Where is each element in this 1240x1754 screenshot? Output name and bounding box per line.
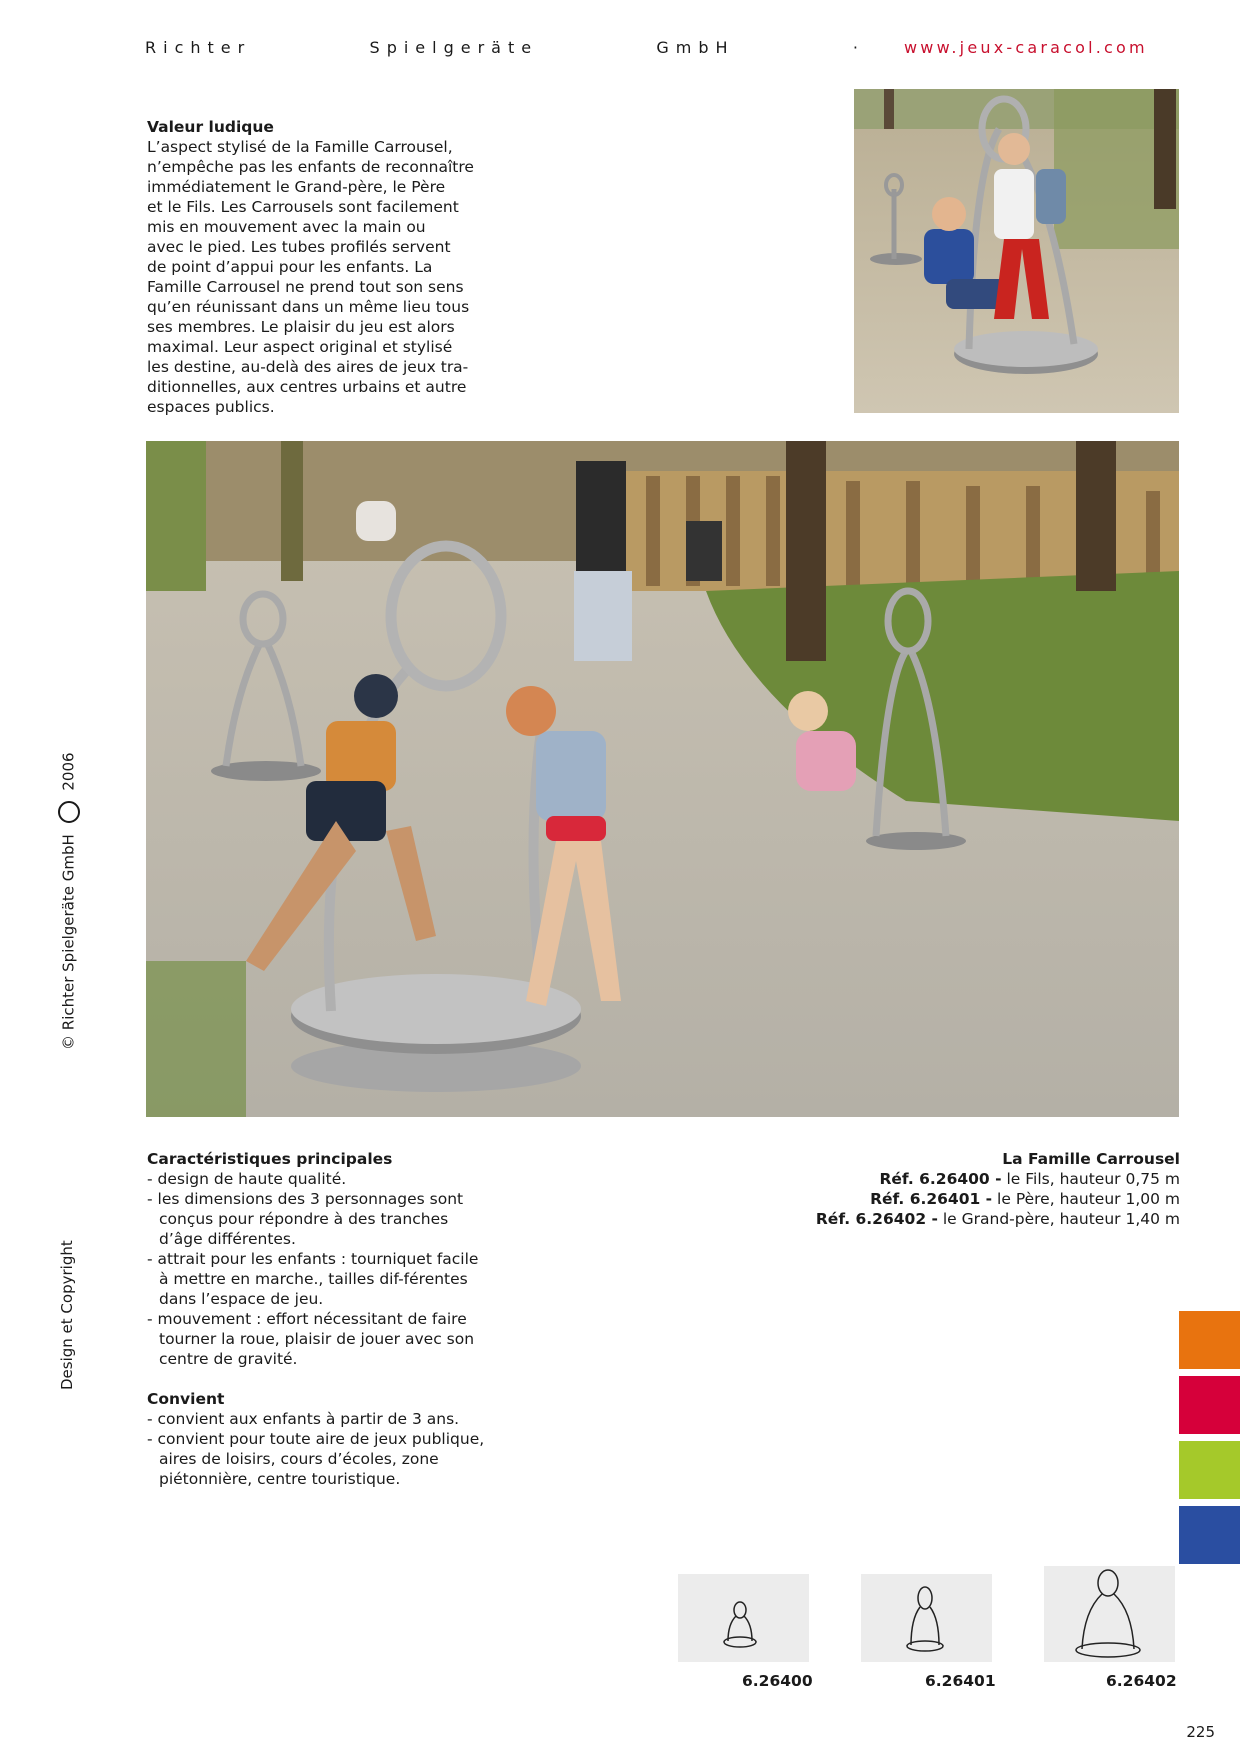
refs-list [816, 1169, 1180, 1229]
features-item: - attrait pour les enfants : tourniquet facile à mettre en marche., tailles dif-férentes dans l’espace de jeu. [147, 1250, 479, 1308]
ref-row [816, 1169, 1180, 1189]
intro-line: les destine, au-delà des aires de jeux tra- [147, 358, 469, 376]
thumbnail-6-26402 [1044, 1566, 1175, 1662]
features-section [147, 1149, 487, 1369]
ref-number: Réf. 6.26402 - [815, 1210, 938, 1228]
ref-row [816, 1189, 1180, 1209]
intro-line: Famille Carrousel ne prend tout son sens [147, 278, 464, 296]
code-6-26400: 6.26400 [742, 1672, 813, 1690]
intro-line: immédiatement le Grand-père, le Père [147, 178, 446, 196]
suitable-list [147, 1409, 487, 1489]
product-title: La Famille Carrousel [1002, 1150, 1180, 1168]
header-separator: · [852, 38, 865, 57]
intro-line: avec le pied. Les tubes profilés servent [147, 238, 451, 256]
page-number: 225 [1186, 1723, 1215, 1741]
suitable-section [147, 1389, 487, 1489]
header-company [145, 38, 865, 60]
header-word-2: Spielgeräte [369, 38, 539, 57]
header-url-link[interactable]: www.jeux-caracol.com [904, 38, 1148, 57]
side-logo-icon [58, 801, 80, 823]
ref-number: Réf. 6.26400 - [879, 1170, 1002, 1188]
carousel-medium-icon [861, 1574, 992, 1662]
intro-line: qu’en réunissant dans un même lieu tous [147, 298, 470, 316]
ref-description: le Père, hauteur 1,00 m [992, 1190, 1180, 1208]
intro-section [147, 117, 487, 417]
features-heading: Caractéristiques principales [147, 1150, 393, 1168]
side-copyright-year: 2006 [59, 752, 78, 791]
intro-paragraph [147, 137, 487, 417]
intro-line: espaces publics. [147, 398, 275, 416]
product-refs [816, 1149, 1180, 1229]
suitable-item: - convient pour toute aire de jeux publique, aires de loisirs, cours d’écoles, zone piétonnière, centre touristique. [147, 1430, 485, 1488]
intro-line: n’empêche pas les enfants de reconnaître [147, 158, 474, 176]
intro-line: ses membres. Le plaisir du jeu est alors [147, 318, 455, 336]
code-6-26402: 6.26402 [1106, 1672, 1177, 1690]
intro-line: L’aspect stylisé de la Famille Carrousel, [147, 138, 453, 156]
ref-row [816, 1209, 1180, 1229]
ref-description: le Fils, hauteur 0,75 m [1001, 1170, 1180, 1188]
side-design-copyright: Design et Copyright [58, 1240, 76, 1390]
carousel-large-icon [1044, 1566, 1175, 1662]
features-item: - les dimensions des 3 personnages sont conçus pour répondre à des tranches d’âge différentes. [147, 1190, 464, 1248]
code-6-26401: 6.26401 [925, 1672, 996, 1690]
intro-heading: Valeur ludique [147, 118, 274, 136]
color-tab-red[interactable] [1179, 1376, 1240, 1434]
suitable-item: - convient aux enfants à partir de 3 ans. [147, 1410, 460, 1428]
photo-carousel-playground-large [146, 441, 1179, 1117]
ref-description: le Grand-père, hauteur 1,40 m [937, 1210, 1180, 1228]
suitable-heading: Convient [147, 1390, 225, 1408]
intro-line: de point d’appui pour les enfants. La [147, 258, 433, 276]
carousel-small-icon [678, 1574, 809, 1662]
color-tab-orange[interactable] [1179, 1311, 1240, 1369]
color-tab-blue[interactable] [1179, 1506, 1240, 1564]
intro-line: et le Fils. Les Carrousels sont facilement [147, 198, 459, 216]
thumbnail-6-26400 [678, 1574, 809, 1662]
header-word-1: Richter [145, 38, 252, 57]
intro-line: ditionnelles, aux centres urbains et autre [147, 378, 467, 396]
intro-line: maximal. Leur aspect original et stylisé [147, 338, 453, 356]
color-tab-green[interactable] [1179, 1441, 1240, 1499]
thumbnail-6-26401 [861, 1574, 992, 1662]
features-item: - mouvement : effort nécessitant de faire tourner la roue, plaisir de jouer avec son centre de gravité. [147, 1310, 475, 1368]
side-copyright-prefix: © Richter Spielgeräte GmbH [59, 834, 78, 1050]
ref-number: Réf. 6.26401 - [870, 1190, 993, 1208]
side-copyright [58, 752, 80, 1050]
intro-line: mis en mouvement avec la main ou [147, 218, 426, 236]
photo-carousel-children-small [854, 89, 1179, 413]
features-list [147, 1169, 487, 1369]
features-item: - design de haute qualité. [147, 1170, 347, 1188]
header-word-3: GmbH [656, 38, 735, 57]
